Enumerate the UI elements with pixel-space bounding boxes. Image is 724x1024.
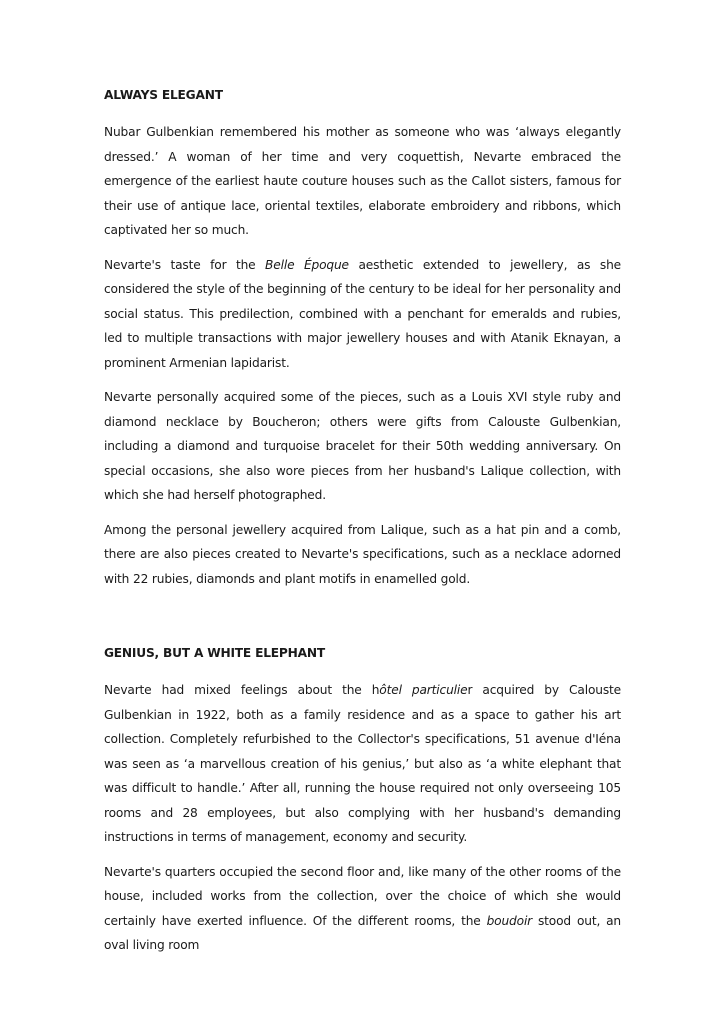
paragraph [104,518,621,592]
section-heading: ALWAYS ELEGANT [104,88,223,102]
text-run: Among the personal jewellery acquired from Lalique, such as a hat pin and a comb, there are also pieces created to Nevarte's specifications, such as a necklace adorned with 22 rubies, diamonds and plant motifs in enamelled gold. [104,522,621,586]
text-run: stood out, an oval living room [104,913,622,952]
italic-text-run: boudoir [486,913,533,928]
paragraph [104,253,621,376]
section-spacer [104,601,621,644]
text-run: Nevarte had mixed feelings about the h [104,683,380,697]
paragraph [104,120,621,243]
paragraph [104,385,621,508]
text-run: Nevarte's taste for the [104,257,266,272]
document-page [104,86,621,968]
paragraph [104,860,621,958]
text-run: r acquired by Calouste Gulbenkian in 1922, both as a family residence and as a space to gather his art collection. Completely refurbished to the Collector's specifications, 51 avenue d'Iéna was seen as ‘a marvellous creation of his genius,’ but also as ‘a white elephant that was difficult to handle.’ After all, running the house required not only overseeing 105 rooms and 28 employees, but also complying with her husband's demanding instructions in terms of management, economy and security. [104,683,621,844]
section-genius-white-elephant [104,644,621,958]
section-always-elegant [104,86,621,591]
italic-text-run: Belle Époque [265,257,349,272]
text-run: aesthetic extended to jewellery, as she considered the style of the beginning of the century to be ideal for her personality and social status. This predilection, combined with a penchant for emeralds and rubies, led to multiple transactions with major jewellery houses and with Atanik Eknayan, a prominent Armenian lapidarist. [104,257,622,370]
text-run: Nubar Gulbenkian remembered his mother as someone who was ‘always elegantly dressed.’ A woman of her time and very coquettish, Nevarte embraced the emergence of the earliest haute couture houses such as the Callot sisters, famous for their use of antique lace, oriental textiles, elaborate embroidery and ribbons, which captivated her so much. [104,125,621,237]
text-run: Nevarte personally acquired some of the pieces, such as a Louis XVI style ruby and diamond necklace by Boucheron; others were gifts from Calouste Gulbenkian, including a diamond and turquoise bracelet for their 50th wedding anniversary. On special occasions, she also wore pieces from her husband's Lalique collection, with which she had herself photographed. [104,390,621,502]
italic-text-run: ôtel particulie [379,683,468,697]
text-run: Nevarte's quarters occupied the second floor and, like many of the other rooms of the house, included works from the collection, over the choice of which she would certainly have exerted influence. Of the different rooms, the [104,864,621,928]
paragraph [104,678,621,850]
section-heading: GENIUS, BUT A WHITE ELEPHANT [104,646,325,660]
